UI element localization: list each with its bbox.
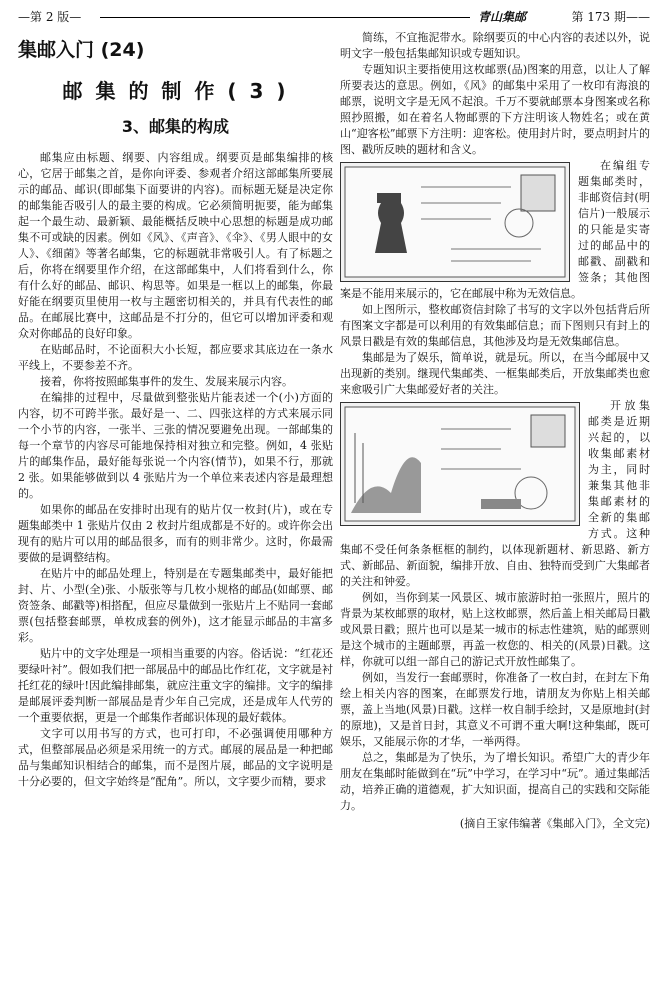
paragraph: 文字可以用书写的方式，也可打印，不必强调使用哪种方式，但整部展品必须是采用统一的方式。邮展的展品是一种把邮品与集邮知识相结合的邮集，而不是图片展，邮品的文字说明是十分必要的，但文字始终是“配角”。所以，文字要少而精，要求 (18, 727, 333, 788)
right-column (340, 30, 650, 832)
envelope-illustration (341, 163, 569, 281)
stamped-envelope-image (340, 162, 570, 282)
paragraph: 在贴片中的邮品处理上，特别是在专题集邮类中，最好能把封、片、小型(全)张、小版张等与几枚小规格的邮品(如邮票、邮资签条、邮戳等)相搭配，但应尽量做到一张贴片上不贴同一套邮票(包括整套邮票，单枚成套的例外)，这才能显示邮品的丰富多彩。 (18, 567, 333, 644)
header-rule-left (100, 17, 470, 18)
page-label: —第 2 版— (18, 10, 82, 24)
page-header (18, 6, 650, 28)
paragraph: 在编组专题集邮类时，非邮资信封(明信片)一般展示的只能是实寄过的邮品中的邮戳、副戳和签条；其他图案是不能用来展示的，它在邮展中称为无效信息。 (340, 159, 650, 300)
paragraph: 简练，不宜拖泥带水。除纲要页的中心内容的表述以外，说明文字一般包括集邮知识或专题知识。 (340, 31, 650, 60)
landscape-cover-image (340, 402, 580, 526)
paragraph: 例如，当你到某一风景区、城市旅游时拍一张照片，照片的背景为某枚邮票的取材，贴上这枚邮票，然后盖上相关邮局日戳或风景日戳；照片也可以是某一城市的标志性建筑，贴的邮票则是这个城市的主题邮票，再盖一枚您的、相关的(风景)日戳。这样，你就可以组一部自己的游记式开放性邮集了。 (340, 591, 650, 668)
paragraph: 接着，你将按照邮集事件的发生、发展来展示内容。 (40, 375, 293, 388)
masthead: 青山集邮 (478, 10, 527, 24)
cover-illustration (341, 403, 579, 525)
paragraph: 在贴邮品时，不论面积大小长短，都应要求其底边在一条水平线上，不要参差不齐。 (18, 343, 333, 372)
paragraph: 如上图所示，整枚邮资信封除了书写的文字以外包括背后所有图案文字都是可以利用的有效集邮信息；而下图则只有封上的风景日戳是有效的集邮信息，其他涉及均是无效集邮信息。 (340, 303, 650, 348)
article-subtitle: 邮 集 的 制 作 ( 3 ) (62, 79, 289, 103)
paragraph: 在编排的过程中，尽量做到整张贴片能表述一个(小)方面的内容，切不可跨半张。最好是一、二、四张这样的方式来展示同一个小节的内容，一张半、三张的情况要避免出现。一部邮集的每一个章节的内容尽可能地保持相对独立和完整。例如，4 张贴片的邮集作品，最好能每张说一个内容(情节)，如果不行，那就 2 张。如果能够做到以 4 张贴片为一个单位来表述内容是最理想的。 (18, 391, 333, 500)
section-title: 3、邮集的构成 (121, 117, 230, 136)
paragraph: 例如，当发行一套邮票时，你准备了一枚白封，在封左下角绘上相关内容的图案，在邮票发行地，请朋友为你贴上相关邮票，盖上当地(风景)日戳。这样一枚自制手绘封，又是原地封(封的原地)，又是首日封，其意义不可谓不重大啊!这种集邮，既可娱乐，又能展示你的才华，一举两得。 (340, 671, 650, 748)
paragraph: 开放集邮类是近期兴起的，以收集邮素材为主，同时兼集其他非集邮素材的全新的集邮方式。这种集邮不受任何条条框框的制约，以体现新题材、新思路、新方式、新邮品、新面貌，编排开放、自由、独特而受到广大集邮者的关注和钟爱。 (340, 399, 650, 588)
paragraph: 专题知识主要指使用这枚邮票(品)图案的用意，以让人了解所要表达的意思。例如，《风》的邮集中采用了一枚印有海浪的邮票，说明文字是无风不起浪。千万不要就邮票本身图案或名称照抄照搬，如在着名人物邮票的下方注明该人物姓名；或在黄山“迎客松”邮票下方注明：迎客松。使用封片时，要点明封片的图、戳所反映的题材和含义。 (340, 63, 650, 156)
source-note: (摘自王家伟编著《集邮入门》，全文完) (459, 817, 650, 830)
issue-number: 第 173 期—— (571, 10, 650, 24)
paragraph: 邮集应由标题、纲要、内容组成。纲要页是邮集编排的核心，它居于邮集之首，是你向评委、参观者介绍这部邮集所要展示的邮品、邮识(即邮集下面要讲的内容)。而标题无疑是决定你的邮集能否吸引人的最主要的构成。它必须简明扼要，能为邮集起一个最生动、最新颖、最能概括反映中心思想的标题是成功邮集不可或缺的因素。例如《风》、《声音》、《伞》、《男人眼中的女人》、《细菌》等著名邮集，它的标题就非常吸引人。有了标题之后，你将在纲要里作介绍，在这部邮集中，人们将看到什么，你有什么好的邮品、邮识、构思等。如果是一框以上的邮集，你最好能在纲要页里使用一枚与主题密切相关的，并具有代表性的邮品。在邮展比赛中，这邮品是不打分的，但它可以增加评委和观众对你邮品的良好印象。 (18, 151, 333, 340)
paragraph: 贴片中的文字处理是一项相当重要的内容。俗话说：“红花还要绿叶衬”。假如我们把一部展品中的邮品比作红花，文字就是衬托红花的绿叶!因此编排邮集，就应注重文字的编排。文字的编排是邮展评委判断一部展品是青少年自己完成，还是成年人代劳的一个重要依据，更是一个邮集作者邮识体现的最好载体。 (18, 647, 333, 724)
series-title: 集邮入门 (24) (18, 39, 145, 61)
paragraph: 如果你的邮品在安排时出现有的贴片仅一枚封(片)，或在专题集邮类中 1 张贴片仅由 2 枚封片组成都是不好的。或许你会出现有的贴片可以用的邮品很多，而有的则非常少。这时，你最需要做的是调整结构。 (18, 503, 333, 564)
paragraph: 总之，集邮是为了快乐，为了增长知识。希望广大的青少年朋友在集邮时能做到在“玩”中学习，在学习中“玩”。通过集邮活动，培养正确的道德观，扩大知识面，提高自己的实践和交际能力。 (340, 751, 650, 812)
paragraph: 集邮是为了娱乐，简单说，就是玩。所以，在当今邮展中又出现新的类别。继现代集邮类、一框集邮类后，开放集邮类也愈来愈吸引广大集邮爱好者的关注。 (340, 351, 650, 396)
left-column (18, 30, 333, 790)
